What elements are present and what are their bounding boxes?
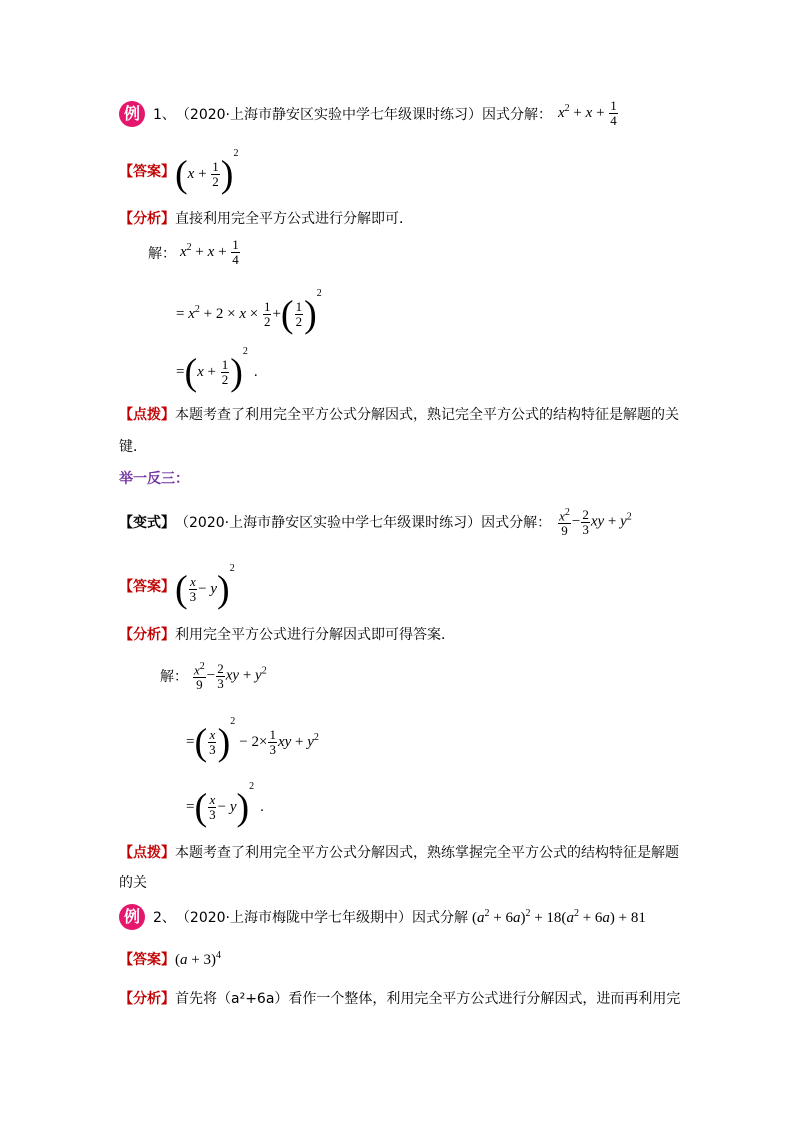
tip-text: 本题考查了利用完全平方公式分解因式，熟练掌握完全平方公式的结构特征是解题 xyxy=(175,845,679,861)
analysis-tag: 【分析】 xyxy=(119,627,175,643)
example-source: （2020·上海市静安区实验中学七年级课时练习）因式分解： xyxy=(175,106,552,123)
solve-label: 解： xyxy=(148,245,176,262)
example-badge: 例 xyxy=(119,101,145,127)
analysis-tag: 【分析】 xyxy=(119,211,175,227)
answer-row xyxy=(119,148,238,194)
tip-text: 本题考查了利用完全平方公式分解因式，熟记完全平方公式的结构特征是解题的关 xyxy=(175,407,679,423)
example-badge: 例 xyxy=(119,904,145,930)
analysis-row xyxy=(119,208,413,228)
tip-row xyxy=(119,404,679,424)
variant-tip-row xyxy=(119,842,679,862)
variant-header xyxy=(119,506,632,538)
variant-analysis-row xyxy=(119,624,455,644)
solution-line-2: = $x^2 + 2 \times x$ × $\frac{1}{2}$ +( $\frac{1}{2}$ )$^2$ xyxy=(176,288,322,336)
answer-expression: ( $\frac{x}{3}$ − y)$^2$ xyxy=(175,563,235,611)
section-title: 举一反三： xyxy=(119,471,189,487)
example-number: 1、 xyxy=(153,106,176,123)
example-2-answer-row xyxy=(119,949,221,969)
solution-line-3: =(x + $\frac{1}{2}$ )$^2$. xyxy=(176,346,258,394)
answer-tag: 【答案】 xyxy=(119,952,175,968)
analysis-text: 利用完全平方公式进行分解因式即可得答案． xyxy=(175,627,455,643)
variant-source: （2020·上海市静安区实验中学七年级课时练习）因式分解： xyxy=(175,515,552,532)
analysis-tag: 【分析】 xyxy=(119,991,175,1007)
tip-continuation: 的关 xyxy=(119,875,147,891)
variant-solution-line-2: =( $\frac{x}{3}$ )$^2$− 2× $\frac{1}{3}$ xy + $y^2$ xyxy=(186,716,319,764)
answer-tag: 【答案】 xyxy=(119,163,175,180)
example-number: 2、 xyxy=(153,910,176,926)
variant-solution-line-3: =( $\frac{x}{3}$ − y)$^2$. xyxy=(186,781,264,829)
problem-expression: $(a^2 + 6a)^2 + 18(a^2 + 6a) + 81$ xyxy=(472,907,646,926)
tip-tag: 【点拨】 xyxy=(119,845,175,861)
problem-expression: $x^2 + x$ + $\frac{1}{4}$ xyxy=(558,98,617,128)
tip-continuation: 键． xyxy=(119,439,147,455)
variant-tag: 【变式】 xyxy=(119,515,175,532)
example-1-header xyxy=(119,99,619,128)
analysis-text: 直接利用完全平方公式进行分解即可． xyxy=(175,211,413,227)
variant-answer-row xyxy=(119,563,235,609)
tip-tag: 【点拨】 xyxy=(119,407,175,423)
answer-expression: $(a + 3)^4$ xyxy=(175,949,221,968)
answer-expression: (x + $\frac{1}{2}$ )$^2$ xyxy=(175,148,239,196)
example-2-header xyxy=(119,904,646,930)
variant-expression: $\frac{x^2}{9}$ − $\frac{2}{3}$ xy + $y^2$ xyxy=(559,506,632,539)
solve-label: 解： xyxy=(160,669,188,686)
solution-line-1: 解： $x^2 + x$ + $\frac{1}{4}$ xyxy=(148,237,239,267)
analysis-text: 首先将（a²+6a）看作一个整体，利用完全平方公式进行分解因式，进而再利用完 xyxy=(175,991,681,1007)
example-2-analysis-row xyxy=(119,988,680,1008)
variant-solution-line-1: 解： $\frac{x^2}{9}$ − $\frac{2}{3}$ xy + $y^2$ xyxy=(160,660,267,693)
answer-tag: 【答案】 xyxy=(119,578,175,595)
example-source: （2020·上海市梅陇中学七年级期中）因式分解 xyxy=(175,910,468,926)
